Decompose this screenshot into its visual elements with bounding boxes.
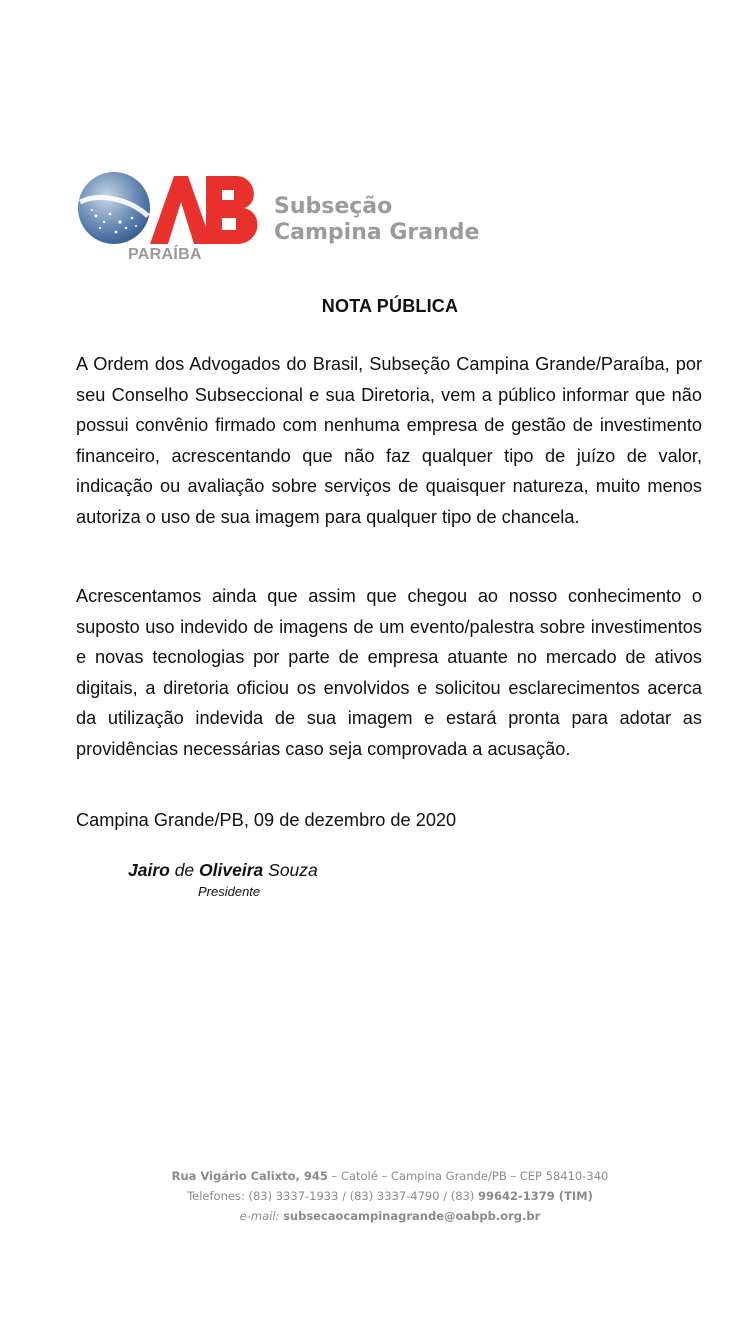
signature-last: Souza bbox=[268, 860, 318, 880]
paragraph-2: Acrescentamos ainda que assim que chegou ao nosso conhecimento o suposto uso indevido de imagens de um evento/palestra sobre investimentos e novas tecnologias por parte de empresa atuante no mercado de ativos digitais, a diretoria oficiou os envolvidos e solicitou esclarecimentos acerca da utilização indevida de sua imagem e estará pronta para adotar as providências necessárias caso seja comprovada a acusação. bbox=[76, 586, 702, 759]
oab-logo bbox=[76, 170, 496, 270]
signature-role: Presidente bbox=[198, 884, 261, 899]
oab-logo-mark bbox=[76, 170, 276, 250]
footer-phones bbox=[0, 1186, 750, 1206]
footer-email-label: e-mail: bbox=[239, 1209, 280, 1223]
signature-de: de bbox=[174, 860, 195, 880]
footer-street: Rua Vigário Calixto, 945 bbox=[171, 1169, 328, 1183]
signature-first: Jairo bbox=[128, 860, 170, 880]
logo-state-label: PARAÍBA bbox=[128, 246, 202, 263]
letter-b-shape bbox=[206, 176, 257, 244]
footer-contact bbox=[0, 1166, 750, 1226]
logo-subsection-line1: Subseção bbox=[274, 194, 393, 219]
footer-phone-mobile: 99642-1379 (TIM) bbox=[478, 1189, 593, 1203]
page-title: NOTA PÚBLICA bbox=[321, 296, 459, 316]
letter-a-shape bbox=[150, 176, 212, 244]
paragraph-1: A Ordem dos Advogados do Brasil, Subseção Campina Grande/Paraíba, por seu Conselho Subseccional e sua Diretoria, vem a público informar que não possui convênio firmado com nenhuma empresa de gestão de investimento financeiro, acrescentando que não faz qualquer tipo de juízo de valor, indicação ou avaliação sobre serviços de quaisquer natureza, muito menos autoriza o uso de sua imagem para qualquer tipo de chancela. bbox=[76, 354, 702, 527]
footer-address bbox=[0, 1166, 750, 1186]
date-line: Campina Grande/PB, 09 de dezembro de 2020 bbox=[76, 810, 457, 830]
footer-phones-label: Telefones: (83) 3337-1933 / (83) 3337-4790 / (83) bbox=[187, 1189, 479, 1203]
logo-subsection bbox=[274, 194, 479, 246]
logo-subsection-line2: Campina Grande bbox=[274, 220, 480, 245]
signature-name bbox=[128, 860, 318, 881]
footer-email[interactable]: subsecaocampinagrande@oabpb.org.br bbox=[283, 1209, 541, 1223]
footer-address-rest: – Catolé – Campina Grande/PB – CEP 58410-340 bbox=[327, 1169, 609, 1183]
signature-middle: Oliveira bbox=[199, 860, 264, 880]
footer-email-line bbox=[0, 1206, 750, 1226]
